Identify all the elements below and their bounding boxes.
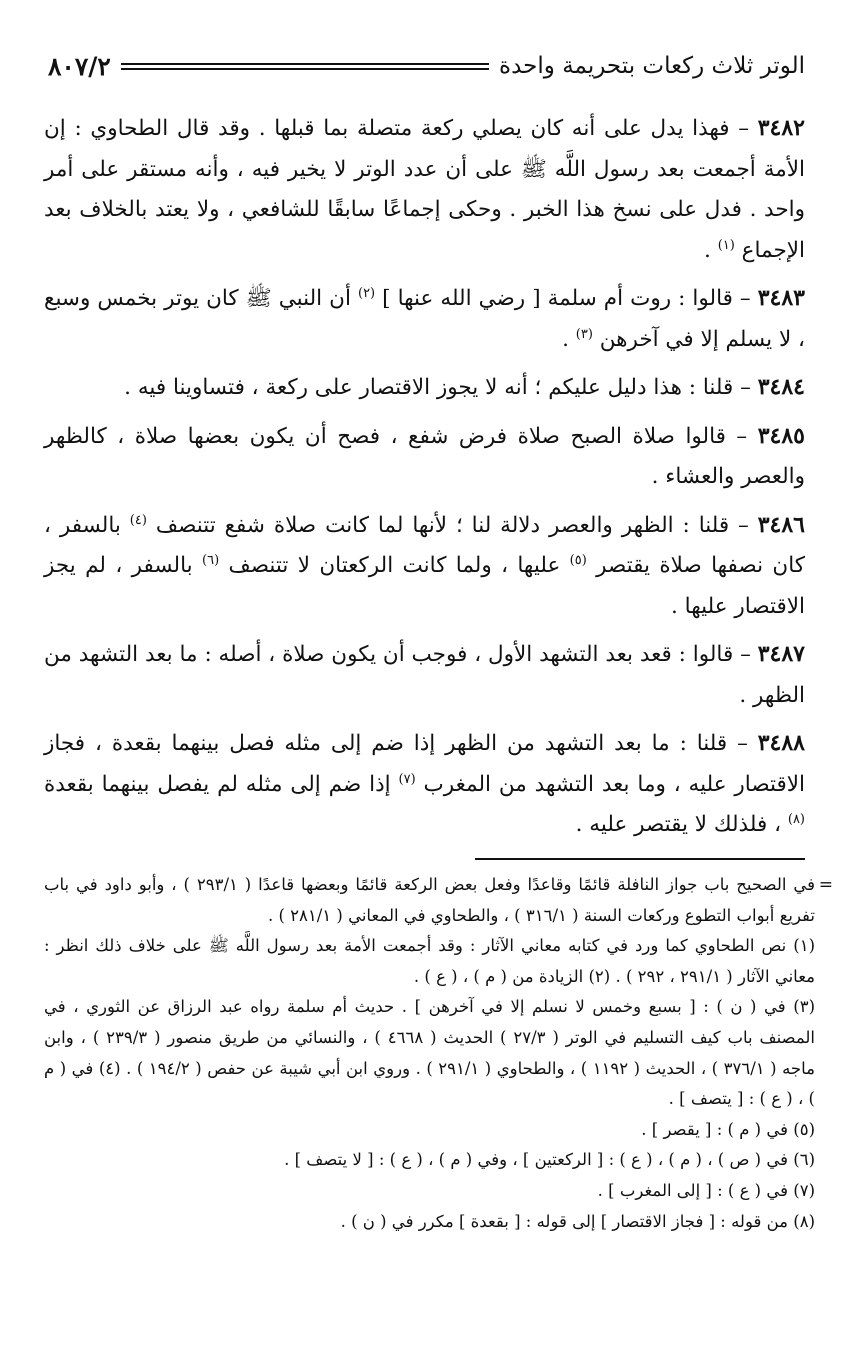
footnote-ref: (٤) [129, 512, 147, 528]
footnote-ref: (١) [717, 237, 735, 253]
footnote-7: (٧) في ( ع ) : [ إلى المغرب ] . [597, 1180, 815, 1200]
continuation-mark: = [818, 875, 833, 895]
footnote-separator [475, 858, 805, 860]
page-number: ٨٠٧/٢ [48, 51, 111, 81]
footnote-continuation [44, 870, 833, 931]
paragraph [44, 416, 805, 498]
footnote-ref: (٧) [398, 771, 416, 787]
paragraph-text: – قلنا : هذا دليل عليكم ؛ أنه لا يجوز الاقتصار على ركعة ، فتساوينا فيه . [124, 375, 758, 400]
footnote-ref: (٢) [357, 285, 376, 301]
footnote-continuation-text: في الصحيح باب جواز النافلة قائمًا وقاعدًا وفعل بعض الركعة قائمًا وبعضها قاعدًا ( ٢٩٣/١ ) ، وأبو داود في باب تفريع أبواب التطوع وركعات السنة ( ٣١٦/١ ) ، والطحاوي في المعاني ( ٢٨١/١ ) . [44, 875, 815, 925]
header-rule [121, 63, 489, 70]
paragraph-number: ٣٤٨٥ [757, 422, 805, 449]
paragraph-text: . [562, 326, 576, 352]
paragraph-number: ٣٤٨٨ [757, 730, 805, 756]
paragraph [44, 108, 805, 271]
paragraph-text: – قالوا : روت أم سلمة [ رضي الله عنها ] [375, 286, 758, 311]
paragraph-number: ٣٤٨٧ [757, 641, 805, 667]
paragraph-text: إذا ضم إلى مثله لم يفصل بينهما بقعدة [44, 771, 399, 797]
footnote-1-2: (١) نص الطحاوي كما ورد في كتابه معاني الآثار : وقد أجمعت الأمة بعد رسول اللَّه ﷺ على خلاف ذلك انظر : معاني الآثار ( ٢٩١/١ ، ٢٩٢ ) . (٢) الزيادة من ( م ) ، ( ع ) . [44, 936, 815, 986]
paragraph-text: بالسفر ، كان نصفها صلاة يقتصر [44, 512, 805, 578]
paragraph-text: – قلنا : ما بعد التشهد من الظهر إذا ضم إلى مثله فصل بينهما بقعدة ، فجاز الاقتصار عليه ، وما بعد التشهد من المغرب [44, 731, 805, 797]
footnote-5: (٥) في ( م ) : [ يقصر ] . [641, 1119, 815, 1139]
paragraph-text: – فهذا يدل على أنه كان يصلي ركعة متصلة بما قبلها . وقد قال الطحاوي : إن الأمة أجمعت بعد رسول اللَّه ﷺ على أن عدد الوتر لا يخير فيه ، وأنه مستقر على أمر واحد . فدل على نسخ هذا الخبر . وحكى إجماعًا سابقًا للشافعي ، ولا يعتد بالخلاف بعد الإجماع [44, 116, 805, 263]
paragraph-text: أن النبي ﷺ كان يوتر بخمس وسبع ، لا يسلم إلا في آخرهن [44, 286, 805, 352]
main-text [44, 108, 805, 853]
footnote-ref: (٨) [787, 811, 805, 827]
paragraph [44, 634, 805, 716]
paragraph-number: ٣٤٨٤ [757, 374, 805, 400]
paragraph [44, 367, 805, 409]
footnotes [44, 870, 833, 1237]
paragraph-number: ٣٤٨٣ [757, 285, 805, 311]
footnote-ref: (٣) [575, 326, 593, 342]
paragraph-text: – قلنا : الظهر والعصر دلالة لنا ؛ لأنها لما كانت صلاة شفع تتنصف [146, 512, 758, 538]
paragraph-text: – قالوا : قعد بعد التشهد الأول ، فوجب أن يكون صلاة ، أصله : ما بعد التشهد من الظهر . [44, 642, 805, 708]
running-header [48, 48, 805, 84]
paragraph-text: – قالوا صلاة الصبح صلاة فرض شفع ، فصح أن يكون بعضها صلاة ، كالظهر والعصر والعشاء . [44, 423, 805, 489]
paragraph [44, 278, 805, 360]
paragraph-number: ٣٤٨٢ [757, 115, 805, 141]
chapter-title: الوتر ثلاث ركعات بتحريمة واحدة [499, 53, 805, 79]
paragraph-text: ، فلذلك لا يقتصر عليه . [575, 812, 788, 837]
footnote-3-4: (٣) في ( ن ) : [ بسبع وخمس لا نسلم إلا في آخرهن ] . حديث أم سلمة رواه عبد الرزاق عن الثوري ، في المصنف باب كيف التسليم في الوتر ( ٢٧/٣ ) الحديث ( ٤٦٦٨ ) ، والنسائي من طريق منصور ( ٢٣٩/٣ ) ، وابن ماجه ( ٣٧٦/١ ) ، الحديث ( ١١٩٢ ) ، والطحاوي ( ٢٩١/١ ) . وروي ابن أبي شيبة عن حفص ( ١٩٤/٢ ) . (٤) في ( م ) ، ( ع ) : [ يتصف ] . [44, 997, 816, 1109]
paragraph-text: بالسفر ، لم يجز الاقتصار عليها . [44, 553, 805, 619]
footnote-6: (٦) في ( ص ) ، ( م ) ، ( ع ) : [ الركعتين ] ، وفي ( م ) ، ( ع ) : [ لا يتصف ] . [284, 1150, 815, 1170]
paragraph-text: عليها ، ولما كانت الركعتان لا تتنصف [219, 553, 570, 578]
paragraph [44, 505, 805, 628]
paragraph-text: . [704, 237, 718, 263]
footnote-ref: (٥) [569, 552, 587, 568]
footnote-8: (٨) من قوله : [ فجاز الاقتصار ] إلى قوله : [ بقعدة ] مكرر في ( ن ) . [340, 1211, 815, 1231]
paragraph [44, 723, 805, 846]
paragraph-number: ٣٤٨٦ [757, 511, 805, 538]
footnote-ref: (٦) [202, 552, 220, 568]
